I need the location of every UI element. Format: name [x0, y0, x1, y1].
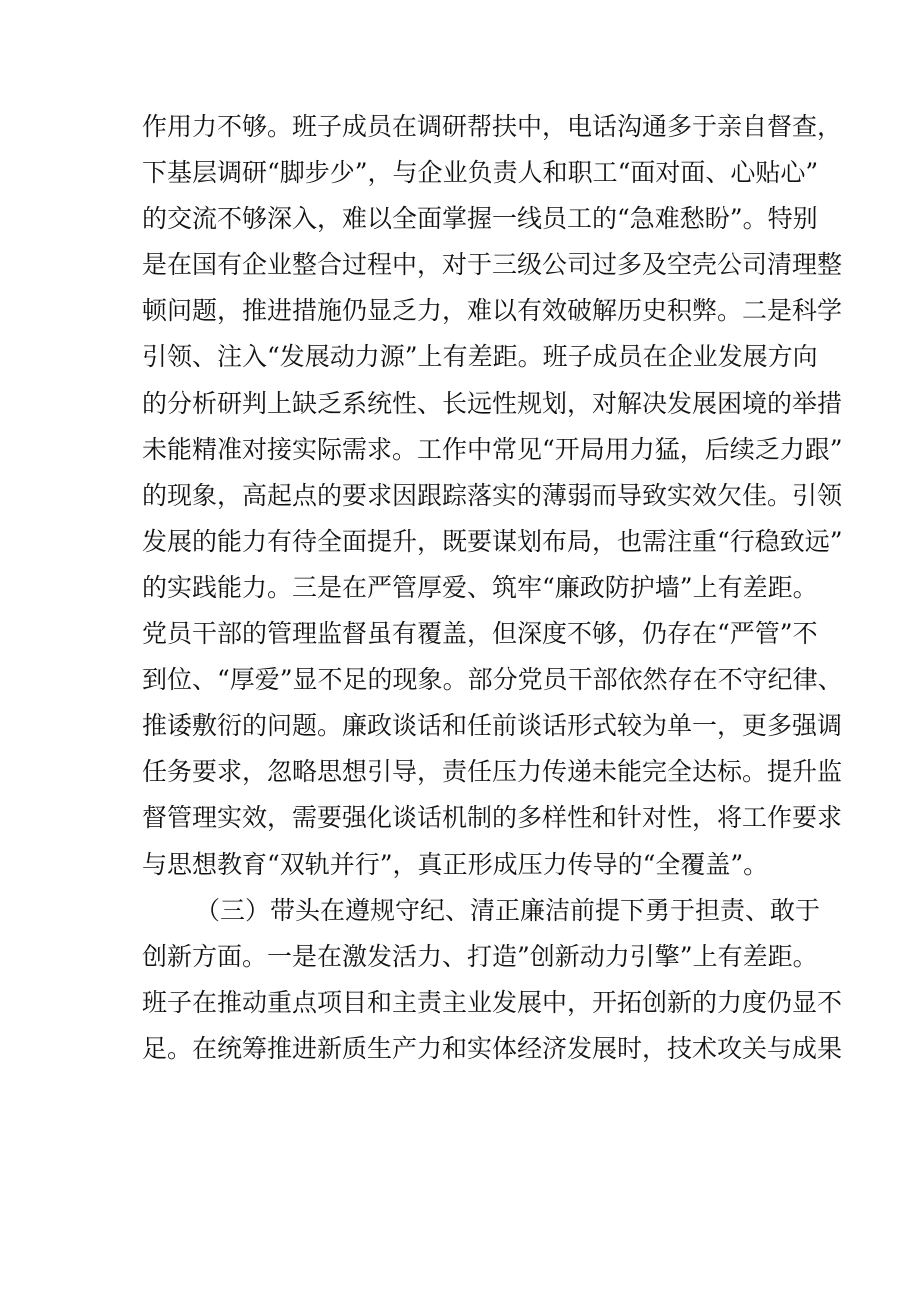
- body-text: [142, 104, 843, 1072]
- text-line-9: 的现象，高起点的要求因跟踪落实的薄弱而导致实效欠佳。引领: [142, 480, 843, 510]
- text-line-7: 的分析研判上缺乏系统性、长远性规划，对解决发展困境的举措: [142, 388, 843, 418]
- text-line-5: 顿问题，推进措施仍显乏力，难以有效破解历史积弊。二是科学: [142, 296, 843, 326]
- text-line-14: 推诿敷衍的问题。廉政谈话和任前谈话形式较为单一，更多强调: [142, 711, 843, 741]
- text-line-10: 发展的能力有待全面提升，既要谋划布局，也需注重“行稳致远”: [142, 526, 843, 556]
- text-line-11: 的实践能力。三是在严管厚爱、筑牢“廉政防护墙”上有差距。: [142, 572, 818, 602]
- text-line-16: 督管理实效，需要强化谈话机制的多样性和针对性，将工作要求: [142, 803, 843, 833]
- text-line-13: 到位、“厚爱”显不足的现象。部分党员干部依然存在不守纪律、: [142, 665, 843, 695]
- section-heading-line: （三）带头在遵规守纪、清正廉洁前提下勇于担责、敢于: [195, 895, 821, 925]
- text-line-2: 下基层调研“脚步少”，与企业负责人和职工“面对面、心贴心”: [142, 158, 819, 188]
- text-line-6: 引领、注入“发展动力源”上有差距。班子成员在企业发展方向: [142, 342, 818, 372]
- text-line-4: 是在国有企业整合过程中，对于三级公司过多及空壳公司清理整: [142, 250, 843, 280]
- text-line-20: 班子在推动重点项目和主责主业发展中，开拓创新的力度仍显不: [142, 987, 843, 1017]
- text-line-19: 创新方面。一是在激发活力、打造”创新动力引擎”上有差距。: [142, 941, 818, 971]
- text-line-21: 足。在统筹推进新质生产力和实体经济发展时，技术攻关与成果: [142, 1033, 843, 1063]
- text-line-1: 作用力不够。班子成员在调研帮扶中，电话沟通多于亲自督查，: [142, 112, 843, 141]
- text-line-17: 与思想教育“双轨并行”，真正形成压力传导的“全覆盖”。: [142, 849, 769, 879]
- text-line-3: 的交流不够深入，难以全面掌握一线员工的“急难愁盼”。特别: [142, 204, 818, 234]
- text-line-12: 党员干部的管理监督虽有覆盖，但深度不够，仍存在“严管”不: [142, 619, 818, 649]
- text-line-8: 未能精准对接实际需求。工作中常见“开局用力猛，后续乏力跟”: [142, 434, 843, 464]
- text-line-15: 任务要求，忽略思想引导，责任压力传递未能完全达标。提升监: [142, 757, 843, 787]
